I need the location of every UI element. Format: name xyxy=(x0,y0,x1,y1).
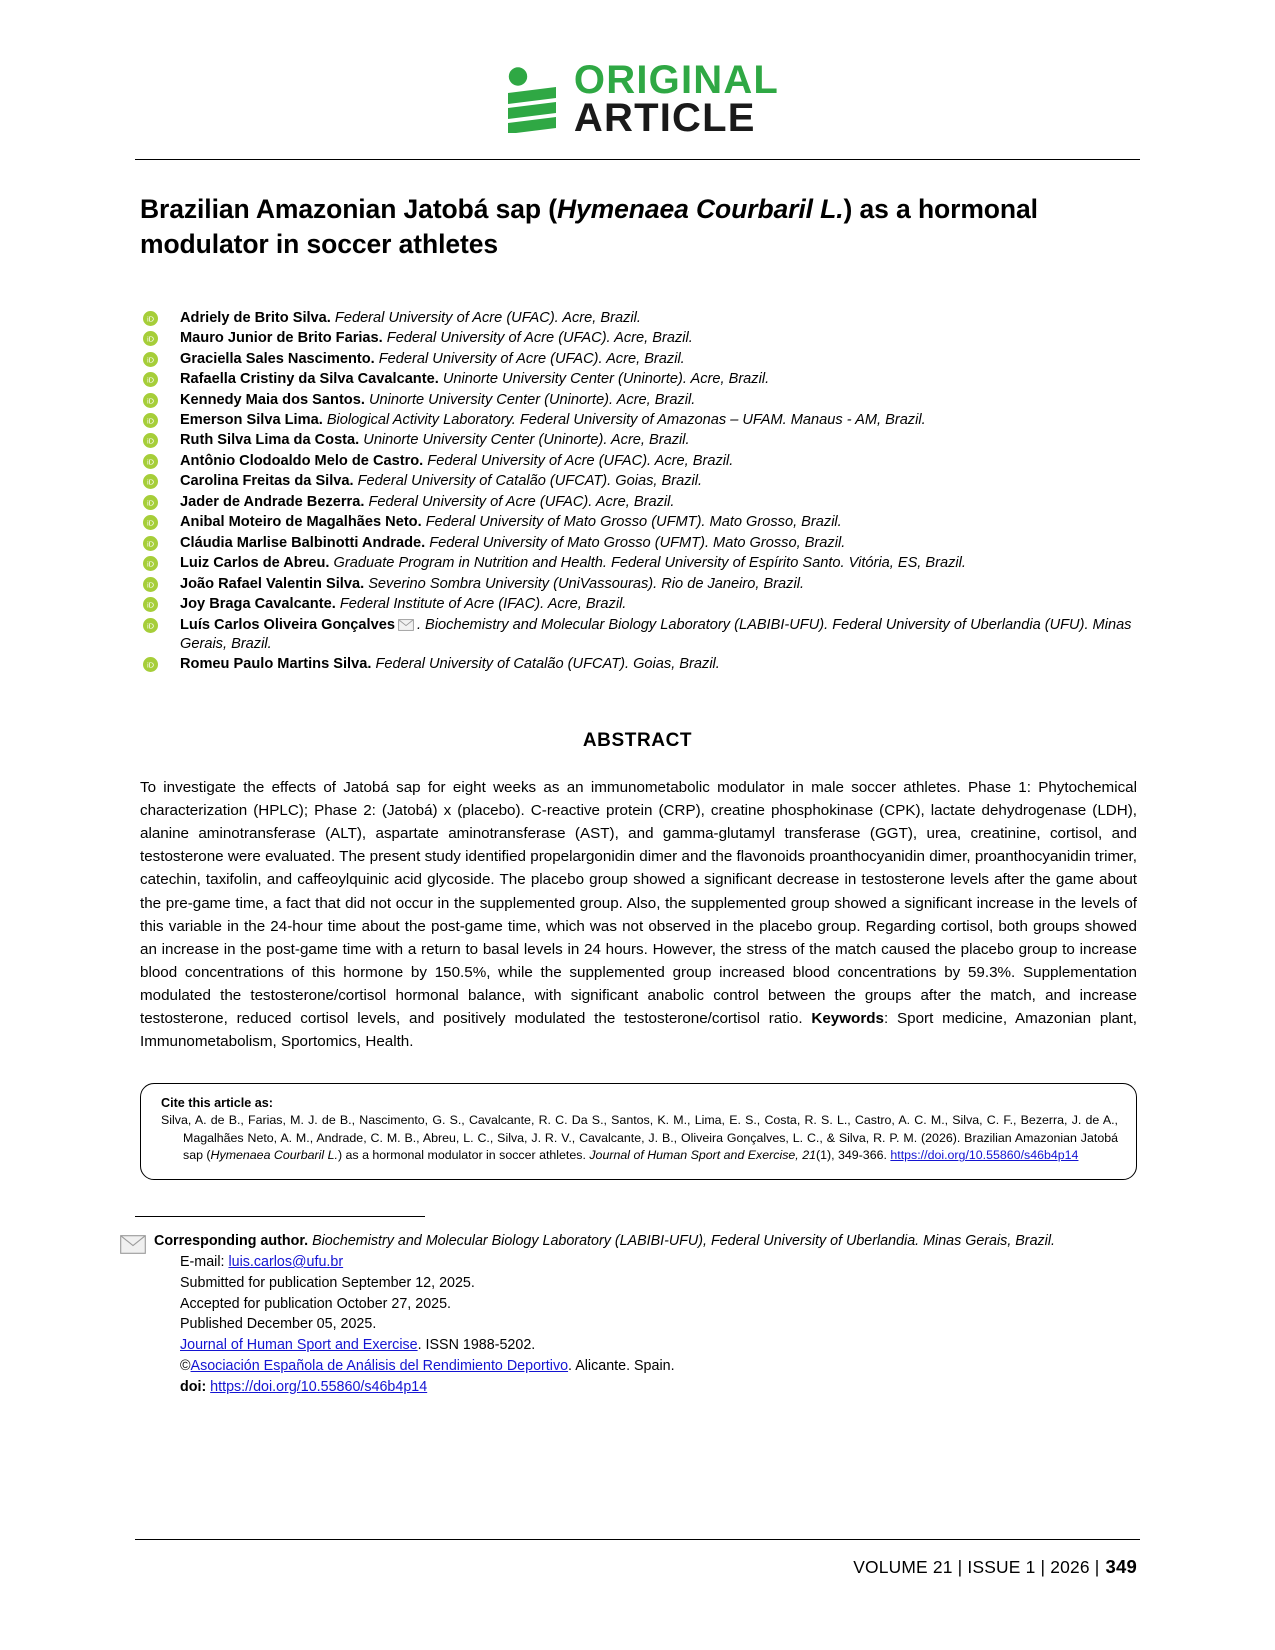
orcid-icon[interactable] xyxy=(143,311,158,326)
svg-text:iD: iD xyxy=(146,600,155,610)
logo-text-original: ORIGINAL xyxy=(573,58,780,102)
orcid-icon[interactable] xyxy=(143,331,158,346)
issn-text: . ISSN 1988-5202. xyxy=(417,1337,536,1354)
footer-divider xyxy=(135,1539,1140,1540)
author-affiliation: Federal University of Acre (UFAC). Acre, Brazil. xyxy=(378,350,685,367)
svg-text:iD: iD xyxy=(146,539,155,549)
list-item xyxy=(143,493,1140,512)
author-affiliation: Federal Institute of Acre (IFAC). Acre, Brazil. xyxy=(339,596,627,613)
svg-text:iD: iD xyxy=(146,519,155,529)
list-item xyxy=(143,411,1140,430)
author-name: Joy Braga Cavalcante. xyxy=(180,596,336,613)
cite-issue-pages: (1), 349-366. xyxy=(815,1148,891,1163)
envelope-icon[interactable] xyxy=(398,619,414,631)
list-item xyxy=(143,309,1140,328)
published-date: Published December 05, 2025. xyxy=(180,1316,377,1333)
author-name: Romeu Paulo Martins Silva. xyxy=(180,656,372,673)
author-name: Adriely de Brito Silva. xyxy=(180,309,331,326)
list-item xyxy=(143,329,1140,348)
submitted-date: Submitted for publication September 12, 2025. xyxy=(180,1274,475,1291)
svg-text:iD: iD xyxy=(146,559,155,569)
orcid-icon[interactable] xyxy=(143,413,158,428)
orcid-icon[interactable] xyxy=(143,393,158,408)
journal-issn-line xyxy=(154,1335,1055,1356)
author-affiliation: . Biochemistry and Molecular Biology Laboratory (LABIBI-UFU). Federal University of Uberlandia (UFU). Minas Gerais, Brazil. xyxy=(180,616,1132,652)
author-affiliation: Uninorte University Center (Uninorte). Acre, Brazil. xyxy=(442,371,770,388)
envelope-icon xyxy=(120,1235,146,1254)
page-footer xyxy=(853,1556,1137,1578)
author-name: Graciella Sales Nascimento. xyxy=(180,350,375,367)
orcid-icon[interactable] xyxy=(143,597,158,612)
svg-text:iD: iD xyxy=(146,355,155,365)
cite-doi-link[interactable]: https://doi.org/10.55860/s46b4p14 xyxy=(890,1148,1079,1163)
orcid-icon[interactable] xyxy=(143,657,158,672)
svg-text:iD: iD xyxy=(146,416,155,426)
list-item xyxy=(143,534,1140,553)
list-item xyxy=(143,554,1140,573)
author-affiliation: Federal University of Mato Grosso (UFMT). Mato Grosso, Brazil. xyxy=(425,514,842,531)
author-name: Kennedy Maia dos Santos. xyxy=(180,391,365,408)
footnote-divider xyxy=(135,1216,425,1217)
list-item xyxy=(143,655,1140,674)
corresponding-author-line xyxy=(154,1231,1055,1252)
orcid-icon[interactable] xyxy=(143,556,158,571)
author-affiliation: Graduate Program in Nutrition and Health. Federal University of Espírito Santo. Vitória, ES, Brazil. xyxy=(333,555,966,572)
list-item xyxy=(143,575,1140,594)
svg-text:iD: iD xyxy=(146,457,155,467)
abstract-heading: ABSTRACT xyxy=(582,730,693,752)
corresponding-author-label: Corresponding author. xyxy=(154,1233,309,1250)
corresponding-author-affiliation: Biochemistry and Molecular Biology Laboratory (LABIBI-UFU), Federal University of Uberlandia. Minas Gerais, Brazil. xyxy=(308,1233,1055,1250)
journal-link[interactable]: Journal of Human Sport and Exercise xyxy=(180,1337,418,1354)
volume-issue-text: VOLUME 21 | ISSUE 1 | 2026 | xyxy=(853,1557,1100,1577)
svg-text:iD: iD xyxy=(146,621,155,631)
orcid-icon[interactable] xyxy=(143,515,158,530)
copyright-symbol: © xyxy=(180,1358,191,1375)
orcid-icon[interactable] xyxy=(143,433,158,448)
journal-logo-header xyxy=(0,0,1275,140)
list-item xyxy=(143,452,1140,471)
author-affiliation: Biological Activity Laboratory. Federal University of Amazonas – UFAM. Manaus - AM, Brazil. xyxy=(326,412,926,428)
list-item xyxy=(143,513,1140,532)
page-number: 349 xyxy=(1105,1556,1137,1577)
svg-text:iD: iD xyxy=(146,334,155,344)
svg-text:iD: iD xyxy=(146,437,155,447)
list-item xyxy=(143,595,1140,614)
email-label: E-mail: xyxy=(180,1253,229,1270)
cite-species-name: Hymenaea Courbaril L. xyxy=(210,1148,338,1163)
cite-line-3-post: ) as a hormonal modulator in soccer athletes. xyxy=(337,1148,590,1163)
author-name: Antônio Clodoaldo Melo de Castro. xyxy=(180,452,424,469)
cite-this-article-box xyxy=(140,1083,1137,1180)
author-affiliation: Uninorte University Center (Uninorte). Acre, Brazil. xyxy=(368,391,696,408)
list-item xyxy=(143,472,1140,491)
author-affiliation: Federal University of Acre (UFAC). Acre, Brazil. xyxy=(427,452,734,469)
author-affiliation: Severino Sombra University (UniVassouras). Rio de Janeiro, Brazil. xyxy=(368,575,805,592)
author-name: Emerson Silva Lima. xyxy=(180,412,323,428)
author-affiliation: Federal University of Catalão (UFCAT). Goias, Brazil. xyxy=(375,656,720,673)
svg-text:iD: iD xyxy=(146,478,155,488)
author-name: Jader de Andrade Bezerra. xyxy=(180,493,365,510)
author-name: João Rafael Valentin Silva. xyxy=(180,575,365,592)
page-title xyxy=(140,192,1140,262)
header-divider xyxy=(135,159,1140,160)
author-list xyxy=(143,309,1140,674)
title-text-part1: Brazilian Amazonian Jatobá sap ( xyxy=(140,194,557,225)
footnote-block xyxy=(120,1231,1140,1398)
doi-link[interactable]: https://doi.org/10.55860/s46b4p14 xyxy=(210,1379,428,1396)
author-affiliation: Federal University of Acre (UFAC). Acre, Brazil. xyxy=(334,309,641,326)
cite-line-2: Bezerra, J. de A., Magalhães Neto, A. M., Andrade, C. M. B., Abreu, L. C., Silva, J. R. V., Cavalcante, J. B., Oliveira Gonçalves, L. C., & Silva, R. P. xyxy=(183,1113,1118,1145)
cite-box-heading: Cite this article as: xyxy=(161,1096,273,1111)
keywords-label: Keywords xyxy=(811,1010,884,1028)
author-affiliation: Federal University of Mato Grosso (UFMT). Mato Grosso, Brazil. xyxy=(429,534,846,551)
publisher-line xyxy=(154,1356,1055,1377)
title-text-part2: ) as a hormonal modulator in soccer athletes xyxy=(140,194,1038,260)
svg-text:iD: iD xyxy=(146,396,155,406)
svg-text:iD: iD xyxy=(146,498,155,508)
orcid-icon[interactable] xyxy=(143,474,158,489)
list-item xyxy=(143,350,1140,369)
author-name: Luiz Carlos de Abreu. xyxy=(180,555,330,572)
author-name: Rafaella Cristiny da Silva Cavalcante. xyxy=(180,371,439,388)
author-affiliation: Federal University of Acre (UFAC). Acre, Brazil. xyxy=(368,493,675,510)
list-item xyxy=(143,431,1140,450)
list-item xyxy=(143,370,1140,389)
email-line xyxy=(154,1252,1055,1273)
author-name: Cláudia Marlise Balbinotti Andrade. xyxy=(180,534,426,551)
orcid-icon[interactable] xyxy=(143,536,158,551)
publisher-link[interactable]: Asociación Española de Análisis del Rendimiento Deportivo xyxy=(190,1358,569,1375)
svg-text:iD: iD xyxy=(146,580,155,590)
orcid-icon[interactable] xyxy=(143,372,158,387)
author-name: Ruth Silva Lima da Costa. xyxy=(180,432,360,449)
author-affiliation: Uninorte University Center (Uninorte). Acre, Brazil. xyxy=(363,432,690,449)
svg-text:iD: iD xyxy=(146,314,155,324)
doi-line xyxy=(154,1377,1055,1398)
orcid-icon[interactable] xyxy=(143,577,158,592)
cite-volume: 21 xyxy=(802,1148,816,1163)
svg-text:iD: iD xyxy=(146,375,155,385)
email-link[interactable]: luis.carlos@ufu.br xyxy=(228,1253,344,1270)
publisher-location: . Alicante. Spain. xyxy=(568,1358,675,1375)
original-article-logo xyxy=(496,58,780,140)
abstract-text: To investigate the effects of Jatobá sap for eight weeks as an immunometabolic modulator in male soccer athletes. Phase 1: Phytochemical characterization (HPLC); Phase 2: (Jatobá) x (placebo). C-reactive protein (CRP), creatine phosphokinase (CPK), lactate dehydrogenase (LDH), alanine aminotransferase (ALT), aspartate aminotransferase (AST), and gamma-glutamyl transferase (GGT), urea, creatinine, cortisol, and testosterone were evaluated. The present study identified propelargonidin dimer and the flavonoids proanthocyanidin dimer, proanthocyanidin trimer, catechin, taxifolin, and caffeoylquinic acid glycoside. The placebo group showed a significant decrease in testosterone levels after the game about the pre-game time, a fact that did not occur in the supplemented group. Also, the supplemented group showed a significant increase in the levels of this variable in the 24-hour time about the post-game time, which was not observed in the placebo group. Regarding cortisol, both groups showed an increase in the post-game time with a return to basal levels in 24 hours. However, the stress of the match caused the placebo group to increase blood concentrations of this hormone by 150.5%, while the supplemented group increased blood concentrations by 59.3%. Supplementation modulated the testosterone/cortisol hormonal balance, with significant anabolic control between the groups after the match, and increase testosterone, reduced cortisol levels, and positively modulated the testosterone/cortisol ratio. xyxy=(140,779,1137,1028)
accepted-date: Accepted for publication October 27, 2025. xyxy=(180,1295,452,1312)
cite-line-1: Silva, A. de B., Farias, M. J. de B., Nascimento, G. S., Cavalcante, R. C. Da S., Santos, K. M., Lima, E. S., Costa, R. S. L., Castro, A. C. M., Silva, C. F., xyxy=(161,1113,1017,1128)
author-affiliation: Federal University of Acre (UFAC). Acre, Brazil. xyxy=(386,330,693,347)
cite-box-reference xyxy=(161,1112,1118,1165)
list-item xyxy=(143,616,1140,654)
title-species-name: Hymenaea Courbaril L. xyxy=(556,194,844,225)
author-affiliation: Federal University of Catalão (UFCAT). Goias, Brazil. xyxy=(357,473,703,490)
orcid-icon[interactable] xyxy=(143,454,158,469)
journal-logo-icon xyxy=(496,67,558,133)
author-name: Luís Carlos Oliveira Gonçalves xyxy=(180,616,395,633)
doi-label: doi: xyxy=(180,1379,211,1396)
cite-journal-name: Journal of Human Sport and Exercise, xyxy=(589,1148,799,1163)
author-name: Anibal Moteiro de Magalhães Neto. xyxy=(180,514,422,531)
orcid-icon[interactable] xyxy=(143,352,158,367)
svg-text:iD: iD xyxy=(146,660,155,670)
list-item xyxy=(143,391,1140,410)
author-name: Mauro Junior de Brito Farias. xyxy=(180,330,383,347)
orcid-icon[interactable] xyxy=(143,495,158,510)
keywords-value: : Sport medicine, Amazonian plant, Immunometabolism, Sportomics, Health. xyxy=(140,1010,1137,1051)
orcid-icon[interactable] xyxy=(143,618,158,633)
logo-text-article: ARTICLE xyxy=(573,95,756,140)
cite-line-3-pre: M. (2026). Brazilian Amazonian Jatobá sap ( xyxy=(183,1130,1118,1163)
abstract-body xyxy=(140,776,1137,1053)
author-name: Carolina Freitas da Silva. xyxy=(180,473,354,490)
